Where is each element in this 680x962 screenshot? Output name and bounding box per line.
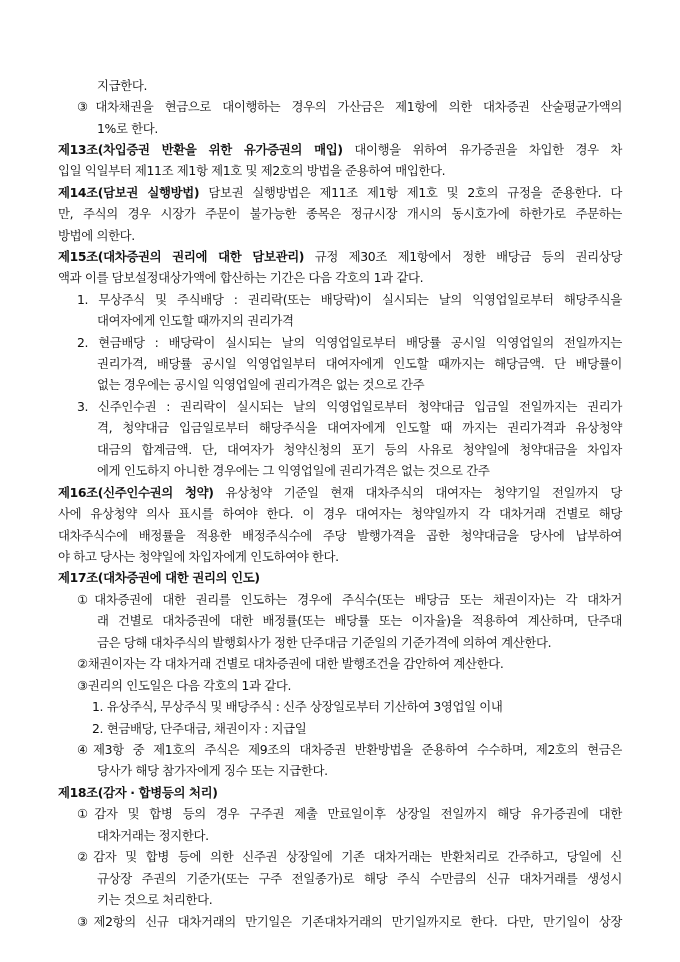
article-text: 대이행을 위하여 유가증권을 차입한 경우 차 bbox=[342, 142, 623, 157]
list-item: 2. 현금배당, 단주대금, 채권이자 : 지급일 bbox=[92, 721, 307, 736]
text-line: 1%로 한다. bbox=[97, 121, 158, 136]
text-line: 격, 청약대금 입금일로부터 해당주식을 대여자에게 인도할 때 까지는 권리가격과 유상청약 bbox=[97, 420, 622, 435]
text-line: 에게 인도하지 아니한 경우에는 그 익영업일에 권리가격은 없는 것으로 간주 bbox=[97, 463, 490, 478]
text-line: 만, 주식의 경우 시장가 주문이 불가능한 종목은 정규시장 개시의 동시호가에 하한가로 주문하는 bbox=[58, 206, 622, 221]
article-15 bbox=[58, 247, 622, 267]
text-line: 지급한다. bbox=[97, 78, 148, 93]
text-line: 당사가 해당 참가자에게 징수 또는 지급한다. bbox=[97, 763, 328, 778]
text-line: ④제3항 중 제1호의 주식은 제9조의 대차증권 반환방법을 준용하여 수수하며, 제2호의 현금은 bbox=[77, 742, 622, 757]
article-14 bbox=[58, 183, 622, 203]
text-line: 입일 익일부터 제11조 제1항 제1호 및 제2호의 방법을 준용하여 매입한다. bbox=[58, 163, 446, 178]
text-line: 금은 당해 대차주식의 발행회사가 정한 단주대금 기준일의 기준가격에 의하여 계산한다. bbox=[97, 635, 552, 650]
text-line: 래 건별로 대차증권에 대한 배정률(또는 배당률 또는 이자율)을 적용하여 계산하며, 단주대 bbox=[97, 613, 622, 628]
text-line: 없는 경우에는 공시일 익영업일에 권리가격은 없는 것으로 간주 bbox=[97, 377, 425, 392]
text-line: ③대차채권을 현금으로 대이행하는 경우의 가산금은 제1항에 의한 대차증권 산술평균가액의 bbox=[77, 99, 622, 114]
list-item: 3. 신주인수권 : 권리락이 실시되는 날의 익영업일로부터 청약대금 입금일 전일까지는 권리가 bbox=[77, 399, 622, 414]
article-text: 규정 제30조 제1항에서 정한 배당금 등의 권리상당 bbox=[304, 249, 622, 264]
text-line: 키는 것으로 처리한다. bbox=[97, 892, 213, 907]
text-line: ②채권이자는 각 대차거래 건별로 대차증권에 대한 발행조건을 감안하여 계산한다. bbox=[77, 656, 504, 671]
article-heading: 제17조(대차증권에 대한 권리의 인도) bbox=[58, 570, 260, 585]
text-line: 대여자에게 인도할 때까지의 권리가격 bbox=[97, 313, 294, 328]
text-line: ①대차증권에 대한 권리를 인도하는 경우에 주식수(또는 배당금 또는 채권이자)는 각 대차거 bbox=[77, 592, 622, 607]
text-line: 대차거래는 정지한다. bbox=[97, 828, 209, 843]
text-line: 권리가격, 배당률 공시일 익영업일부터 대여자에게 인도할 때까지는 해당금액. 단 배당률이 bbox=[97, 356, 622, 371]
article-heading: 제18조(감자 · 합병등의 처리) bbox=[58, 785, 218, 800]
article-text: 담보권 실행방법은 제11조 제1항 제1호 및 2호의 규정을 준용한다. 다 bbox=[199, 185, 622, 200]
article-heading: 제13조(차입증권 반환을 위한 유가증권의 매입) bbox=[58, 142, 343, 157]
text-line: 대금의 합계금액. 단, 대여자가 청약신청의 포기 등의 사유로 청약일에 청약대금을 차입자 bbox=[97, 442, 622, 457]
article-heading: 제16조(신주인수권의 청약) bbox=[58, 485, 214, 500]
text-line: 대차주식수에 배정률을 적용한 배정주식수에 주당 발행가격을 곱한 청약대금을 당사에 납부하여 bbox=[58, 528, 622, 543]
text-line: ③제2항의 신규 대차거래의 만기일은 기존대차거래의 만기일까지로 한다. 다만, 만기일이 상장 bbox=[77, 914, 622, 929]
list-item: 2. 현금배당 : 배당락이 실시되는 날의 익영업일로부터 배당률 공시일 익영업일의 전일까지는 bbox=[77, 335, 622, 350]
article-18 bbox=[58, 783, 218, 803]
article-17 bbox=[58, 568, 260, 588]
text-line: 방법에 의한다. bbox=[58, 228, 135, 243]
article-13 bbox=[58, 140, 622, 160]
article-heading: 제14조(담보권 실행방법) bbox=[58, 185, 200, 200]
article-heading: 제15조(대차증권의 권리에 대한 담보관리) bbox=[58, 249, 305, 264]
text-line: 액과 이를 담보설정대상가액에 합산하는 기간은 다음 각호의 1과 같다. bbox=[58, 270, 424, 285]
text-line: ②감자 및 합병 등에 의한 신주권 상장일에 기존 대차거래는 반환처리로 간주하고, 당일에 신 bbox=[77, 849, 622, 864]
text-line: 야 하고 당사는 청약일에 차입자에게 인도하여야 한다. bbox=[58, 549, 339, 564]
article-16 bbox=[58, 483, 622, 503]
text-line: ③권리의 인도일은 다음 각호의 1과 같다. bbox=[77, 678, 292, 693]
list-item: 1. 무상주식 및 주식배당 : 권리락(또는 배당락)이 실시되는 날의 익영업일로부터 해당주식을 bbox=[77, 292, 622, 307]
text-line: ①감자 및 합병 등의 경우 구주권 제출 만료일이후 상장일 전일까지 해당 유가증권에 대한 bbox=[77, 806, 622, 821]
text-line: 규상장 주권의 기준가(또는 구주 전일종가)로 해당 주식 수만큼의 신규 대차거래를 생성시 bbox=[97, 871, 622, 886]
text-line: 사에 유상청약 의사 표시를 하여야 한다. 이 경우 대여자는 청약일까지 각 대차거래 건별로 해당 bbox=[58, 506, 622, 521]
article-text: 유상청약 기준일 현재 대차주식의 대여자는 청약기일 전일까지 당 bbox=[213, 485, 622, 500]
list-item: 1. 유상주식, 무상주식 및 배당주식 : 신주 상장일로부터 기산하여 3영업일 이내 bbox=[92, 699, 503, 714]
